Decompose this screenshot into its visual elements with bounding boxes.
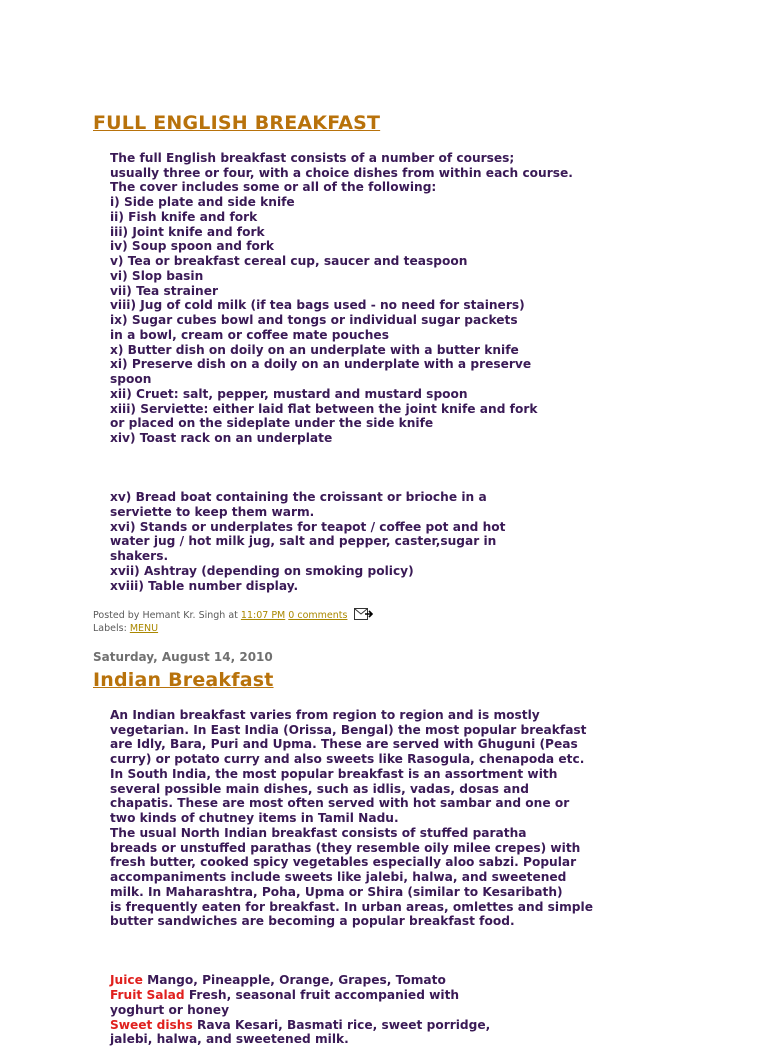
text-line: The cover includes some or all of the following: [109,180,437,195]
text-line: xii) Cruet: salt, pepper, mustard and mustard spoon [109,386,468,401]
text-line: two kinds of chutney items in Tamil Nadu. [109,811,399,825]
text-line: curry) or potato curry and also sweets like Rasogula, chenapoda etc. [109,752,585,766]
menu-line-juice [110,973,446,987]
text-line: xi) Preserve dish on a doily on an underplate with a preserve [109,357,532,372]
text-line: iii) Joint knife and fork [109,224,265,239]
text-line: iv) Soup spoon and fork [109,239,275,254]
text-line: fresh butter, cooked spicy vegetables especially aloo sabzi. Popular [109,855,577,870]
date-header: Saturday, August 14, 2010 [93,650,273,664]
posted-by-text: Posted by Hemant Kr. Singh at [93,610,238,621]
text-line: xiii) Serviette: either laid flat between the joint knife and fork [109,401,538,416]
text-line: An Indian breakfast varies from region to region and is mostly [109,707,540,722]
menu-text-sweet: Rava Kesari, Basmati rice, sweet porridge, [192,1017,491,1032]
post-body-english-breakfast [93,136,733,608]
text-line: or placed on the sideplate under the side knife [109,416,434,431]
text-line: xvi) Stands or underplates for teapot / coffee pot and hot [109,519,506,534]
post-body-indian-breakfast [93,693,733,1062]
text-line: ix) Sugar cubes bowl and tongs or individual sugar packets [109,313,518,327]
menu-line-fruit [110,988,459,1002]
labels-prefix: Labels: [93,623,127,634]
text-line: several possible main dishes, such as idlis, vadas, dosas and [109,781,529,796]
text-line: v) Tea or breakfast cereal cup, saucer and teaspoon [109,254,468,268]
post-time-link[interactable]: 11:07 PM [240,610,286,621]
email-post-icon[interactable] [354,608,374,620]
menu-text-juice: Mango, Pineapple, Orange, Grapes, Tomato [142,973,446,988]
text-line: serviette to keep them warm. [109,504,315,519]
menu-label-sweet-dishs: Sweet dishs [109,1017,193,1032]
text-line: breads or unstuffed parathas (they resemble oily milee crepes) with [109,840,581,855]
menu-label-juice: Juice [109,973,143,988]
text-line: xv) Bread boat containing the croissant or brioche in a [109,490,487,504]
post-footer [93,608,733,635]
post-title-english-breakfast[interactable]: FULL ENGLISH BREAKFAST [93,112,381,134]
text-line: is frequently eaten for breakfast. In urban areas, omlettes and simple [109,899,593,914]
text-line: In South India, the most popular breakfast is an assortment with [109,766,558,781]
text-line: milk. In Maharashtra, Poha, Upma or Shira (similar to Kesaribath) [109,884,563,899]
menu-label-fruit-salad: Fruit Salad [109,988,185,1002]
blank-line [93,944,733,959]
blank-line [93,461,733,476]
label-link-menu[interactable]: MENU [129,623,159,634]
text-line: viii) Jug of cold milk (if tea bags used - no need for stainers) [109,298,525,313]
text-line: water jug / hot milk jug, salt and pepper, caster,sugar in [109,534,497,549]
text-line: butter sandwiches are becoming a popular breakfast food. [109,914,515,929]
text-line: xiv) Toast rack on an underplate [109,431,333,445]
text-line: vii) Tea strainer [109,283,218,298]
text-line: vegetarian. In East India (Orissa, Bengal) the most popular breakfast [109,722,587,737]
text-line: usually three or four, with a choice dishes from within each course. [109,165,573,180]
comments-link[interactable]: 0 comments [288,610,348,621]
blog-page [93,110,733,1062]
menu-line-fruit-cont: yoghurt or honey [109,1002,230,1017]
text-line: xviii) Table number display. [109,578,299,593]
text-line: The full English breakfast consists of a number of courses; [109,150,515,165]
text-line: chapatis. These are most often served with hot sambar and one or [109,796,570,811]
text-line: are Idly, Bara, Puri and Upma. These are served with Ghuguni (Peas [109,737,578,752]
menu-text-fruit: Fresh, seasonal fruit accompanied with [184,988,460,1002]
menu-line-sweet [110,1018,490,1032]
text-line: vi) Slop basin [109,268,204,283]
text-line: in a bowl, cream or coffee mate pouches [109,327,389,342]
text-line: i) Side plate and side knife [109,195,295,209]
post-title-indian-breakfast[interactable]: Indian Breakfast [93,669,274,691]
text-line: spoon [109,372,152,386]
text-line: x) Butter dish on doily on an underplate with a butter knife [109,342,519,357]
text-line: xvii) Ashtray (depending on smoking policy) [109,563,414,578]
text-line: shakers. [109,549,169,563]
menu-line-sweet-cont: jalebi, halwa, and sweetened milk. [109,1032,349,1047]
text-line: The usual North Indian breakfast consists of stuffed paratha [109,825,527,840]
text-line: ii) Fish knife and fork [109,209,258,224]
text-line: accompaniments include sweets like jalebi, halwa, and sweetened [109,870,567,884]
